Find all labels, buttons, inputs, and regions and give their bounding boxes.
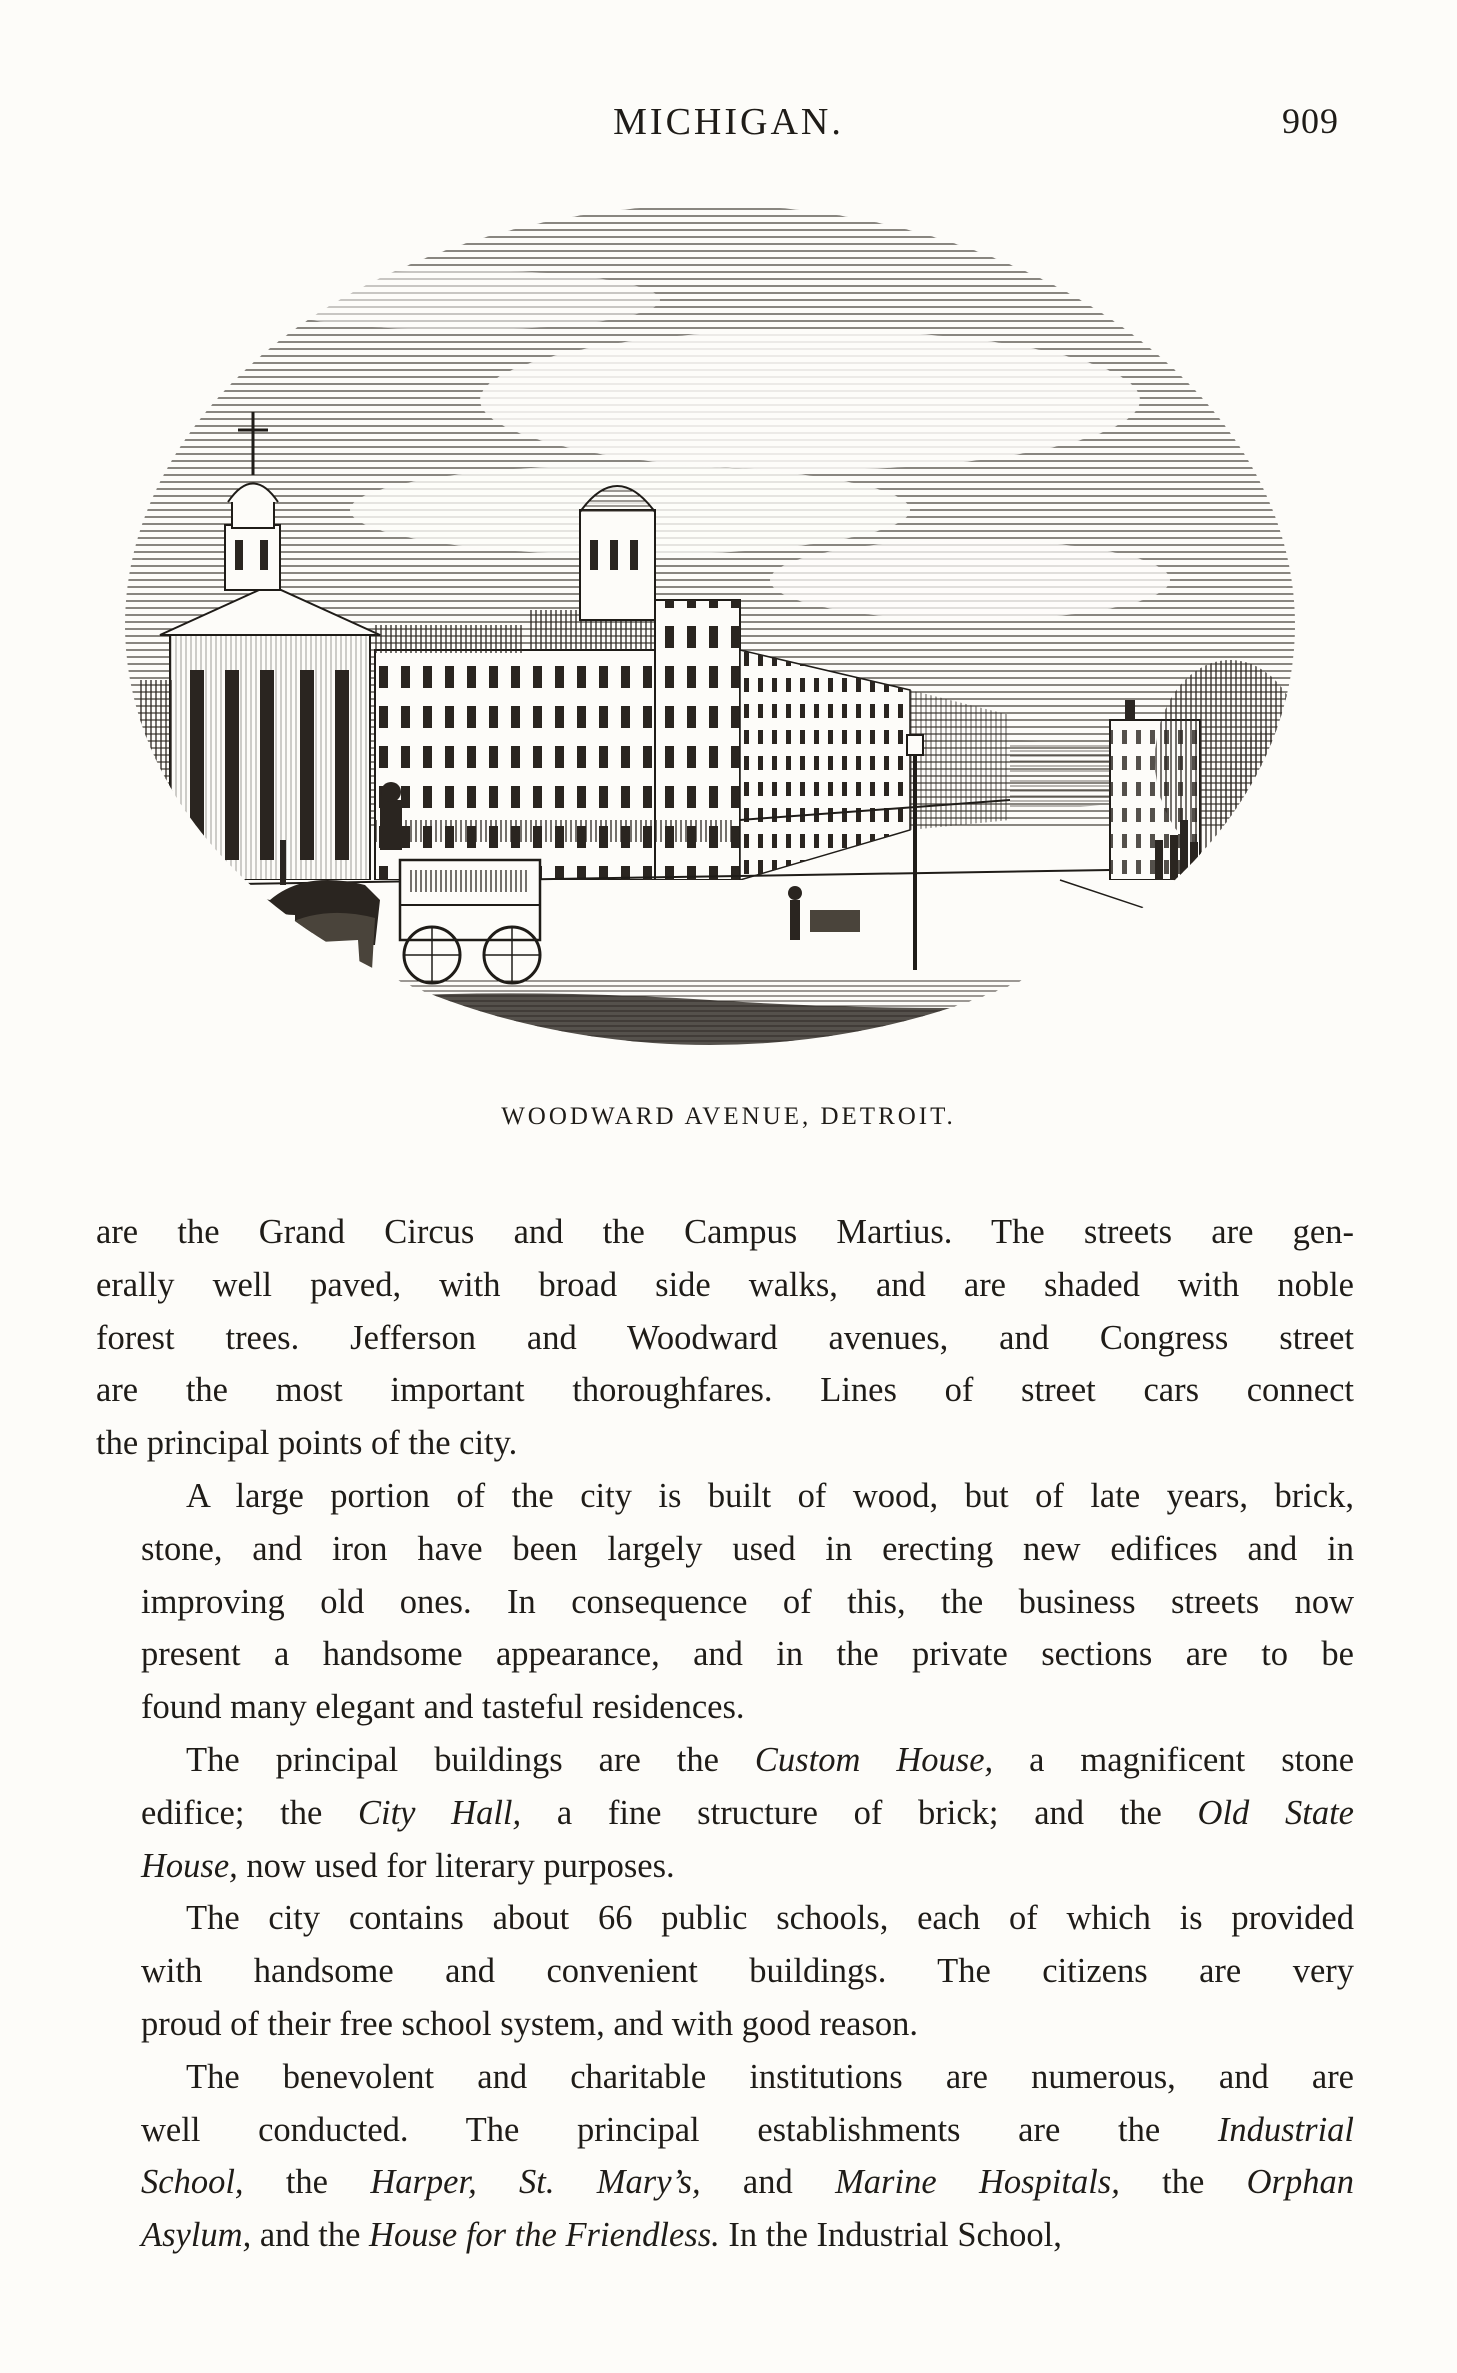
text-run: forest trees. Jefferson and Woodward avenues, and Congress street bbox=[96, 1318, 1354, 1357]
text-run: a fine structure of brick; and the bbox=[521, 1793, 1198, 1832]
text-line bbox=[96, 1364, 1354, 1417]
text-run: A large portion of the city is built of wood, but of late years, brick, bbox=[186, 1476, 1354, 1515]
text-run: The city contains about 66 public schools, each of which is provided bbox=[186, 1899, 1354, 1938]
text-run: stone, and iron have been largely used in erecting new edifices and in bbox=[141, 1529, 1354, 1568]
text-line bbox=[96, 1576, 1354, 1629]
text-line bbox=[96, 1206, 1354, 1259]
text-run: and the bbox=[251, 2216, 370, 2255]
text-line bbox=[96, 1787, 1354, 1840]
text-line bbox=[96, 1840, 1354, 1893]
text-run: are the most important thoroughfares. Lines of street cars connect bbox=[96, 1371, 1354, 1410]
italic-text: Industrial bbox=[1217, 2110, 1354, 2149]
paragraph bbox=[96, 2051, 1354, 2262]
text-line bbox=[96, 1945, 1354, 1998]
paragraph bbox=[96, 1734, 1354, 1892]
text-run: now used for literary purposes. bbox=[237, 1846, 675, 1885]
text-line bbox=[96, 2209, 1354, 2262]
text-run: edifice; the bbox=[141, 1793, 358, 1832]
text-line bbox=[96, 1523, 1354, 1576]
text-run: a magnificent stone bbox=[993, 1740, 1354, 1779]
text-line bbox=[96, 1998, 1354, 2051]
text-line bbox=[96, 1417, 1354, 1470]
text-run: proud of their free school system, and with good reason. bbox=[141, 2004, 919, 2043]
text-run: the bbox=[1119, 2163, 1247, 2202]
paragraph bbox=[96, 1206, 1354, 1470]
text-run: the principal points of the city. bbox=[96, 1424, 518, 1463]
text-run: are the Grand Circus and the Campus Martius. The streets are gen- bbox=[96, 1213, 1354, 1251]
text-run: and bbox=[700, 2163, 836, 2202]
text-run: well conducted. The principal establishments are the bbox=[141, 2110, 1218, 2149]
body-text bbox=[96, 1206, 1354, 2262]
illustration-caption: WOODWARD AVENUE, DETROIT. bbox=[501, 1103, 956, 1130]
italic-text: Asylum, bbox=[141, 2216, 252, 2255]
paragraph bbox=[96, 1470, 1354, 1734]
italic-text: House for the Friendless. bbox=[369, 2216, 720, 2255]
text-line bbox=[96, 1312, 1354, 1365]
text-run: The principal buildings are the bbox=[186, 1740, 755, 1779]
text-line bbox=[96, 1470, 1354, 1523]
italic-text: Old State bbox=[1197, 1793, 1354, 1832]
paragraph bbox=[96, 1892, 1354, 2050]
text-line bbox=[96, 1892, 1354, 1945]
text-line bbox=[96, 1628, 1354, 1681]
text-line bbox=[96, 2156, 1354, 2209]
text-run: improving old ones. In consequence of this, the business streets now bbox=[141, 1582, 1354, 1621]
running-title: MICHIGAN. bbox=[613, 101, 844, 143]
engraving-illustration bbox=[110, 180, 1310, 1050]
text-run: present a handsome appearance, and in the private sections are to be bbox=[141, 1635, 1354, 1674]
text-line bbox=[96, 1259, 1354, 1312]
italic-text: School, bbox=[141, 2163, 244, 2202]
text-line bbox=[96, 1681, 1354, 1734]
italic-text: Orphan bbox=[1246, 2163, 1354, 2202]
italic-text: Harper, St. Mary’s, bbox=[370, 2163, 701, 2202]
italic-text: House, bbox=[141, 1846, 238, 1885]
text-line bbox=[96, 2051, 1354, 2104]
text-run: The benevolent and charitable institutions are numerous, and are bbox=[186, 2057, 1354, 2096]
text-run: In the Industrial School, bbox=[719, 2216, 1062, 2255]
text-run: found many elegant and tasteful residences. bbox=[141, 1688, 745, 1727]
italic-text: City Hall, bbox=[357, 1793, 522, 1832]
italic-text: Marine Hospitals, bbox=[835, 2163, 1120, 2202]
text-line bbox=[96, 1734, 1354, 1787]
page-number: 909 bbox=[1282, 101, 1339, 141]
text-run: erally well paved, with broad side walks, and are shaded with noble bbox=[96, 1265, 1354, 1304]
text-line bbox=[96, 2104, 1354, 2157]
woodward-avenue-engraving bbox=[110, 180, 1310, 1050]
italic-text: Custom House, bbox=[754, 1740, 994, 1779]
text-run: the bbox=[243, 2163, 371, 2202]
text-run: with handsome and convenient buildings. The citizens are very bbox=[141, 1952, 1354, 1991]
